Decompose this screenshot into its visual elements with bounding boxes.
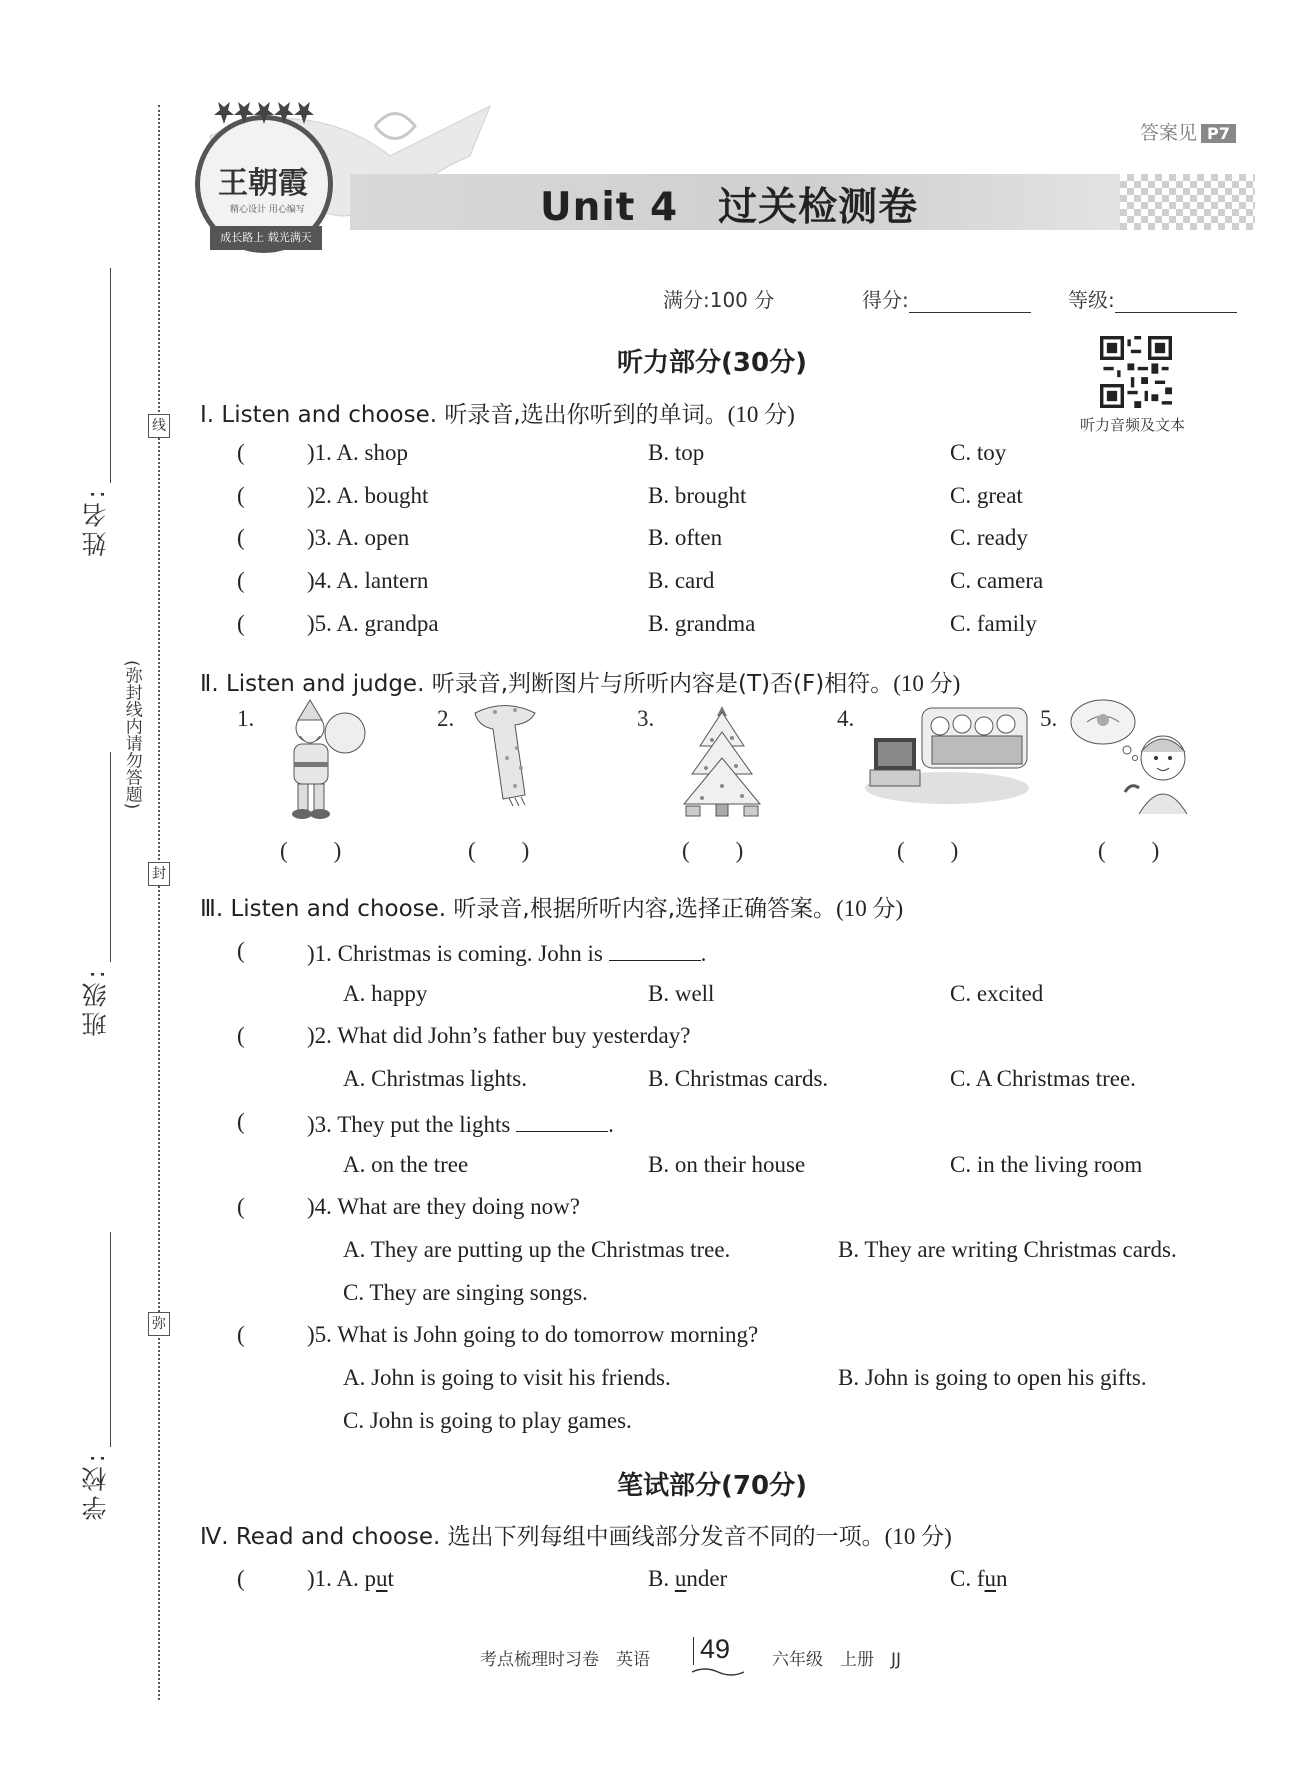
answer-paren[interactable]: ( (237, 568, 245, 593)
p1-q2-b: B. brought (648, 483, 747, 508)
part3-heading (200, 890, 903, 923)
part2-points: (10 分) (893, 671, 961, 696)
answer-paren[interactable]: ( (237, 1566, 245, 1591)
name-line (110, 268, 111, 483)
p3-q3-a: A. on the tree (343, 1152, 469, 1177)
judge-answer-paren[interactable]: ( ) (280, 838, 342, 863)
grade-label: 等级: (1068, 288, 1115, 312)
answer-paren[interactable]: ( (237, 1322, 245, 1347)
p1-q5-b: B. grandma (648, 611, 756, 636)
answer-paren[interactable]: ( (237, 938, 245, 963)
p1-q5-c: C. family (950, 611, 1037, 636)
p3-q1-a: A. happy (343, 981, 428, 1006)
p4-q1-a (307, 1566, 394, 1592)
p1-q4-c: C. camera (950, 568, 1044, 593)
logo-sub: 精心设计 用心编写 (230, 205, 305, 215)
judge-answer-paren[interactable]: ( ) (682, 838, 744, 863)
p3-q3-text: )3. They put the lights (307, 1112, 511, 1137)
person-thinking-picture (1065, 692, 1195, 817)
answer-paren[interactable]: ( (237, 525, 245, 550)
answer-ref-page: P7 (1201, 124, 1236, 143)
judge-answer-paren[interactable]: ( ) (468, 838, 530, 863)
answer-paren[interactable]: ( (237, 1109, 245, 1134)
p3-q1-b: B. well (648, 981, 715, 1006)
grade-field[interactable] (1068, 284, 1237, 313)
p3-q3-b: B. on their house (648, 1152, 806, 1177)
p1-q1-b: B. top (648, 440, 705, 465)
scarf-picture (465, 698, 555, 818)
answer-ref-label: 答案见 (1140, 122, 1198, 144)
seal-mark-xian: 线 (148, 414, 170, 438)
p1-q1: )1. A. shop (307, 440, 408, 465)
part1-points: (10 分) (727, 402, 795, 427)
p3-q5-b: B. John is going to open his gifts. (838, 1365, 1147, 1390)
p1-q2-c: C. great (950, 483, 1023, 508)
p4-q1-a-post: t (387, 1566, 394, 1591)
pic-number: 3. (637, 706, 655, 731)
page-number-bar (693, 1637, 694, 1665)
qr-caption: 听力音频及文本 (1080, 416, 1186, 434)
p1-q3-b: B. often (648, 525, 723, 550)
score-label: 得分: (862, 288, 909, 312)
answer-paren[interactable]: ( (237, 1023, 245, 1048)
pic-number: 5. (1040, 706, 1058, 731)
p3-q5-a: A. John is going to visit his friends. (343, 1365, 671, 1390)
full-score: 满分:100 分 (663, 288, 775, 312)
class-label: 班级: (81, 966, 110, 1037)
p1-q4-b: B. card (648, 568, 715, 593)
writing-section-title: 笔试部分(70分) (617, 1471, 807, 1501)
qr-code-icon[interactable] (1100, 336, 1172, 408)
part3-heading-text: Ⅲ. Listen and choose. 听录音,根据所听内容,选择正确答案。 (200, 896, 837, 922)
logo-name: 王朝霞 (218, 166, 308, 201)
name-label: 姓名: (81, 486, 110, 557)
p4-q1-c-pre: C. f (950, 1566, 985, 1591)
christmas-tree-picture (672, 698, 772, 823)
p3-q4-a: A. They are putting up the Christmas tree. (343, 1237, 731, 1262)
footer-left: 考点梳理时习卷 英语 (480, 1650, 650, 1670)
part1-heading (200, 396, 795, 429)
underlined-letter: u (984, 1566, 996, 1591)
santa-claus-picture (270, 698, 370, 823)
p4-q1-c (950, 1566, 1008, 1592)
page-title: Unit 4 过关检测卷 (540, 185, 919, 230)
class-line (110, 752, 111, 962)
p3-q2-b: B. Christmas cards. (648, 1066, 829, 1091)
answer-paren[interactable]: ( (237, 483, 245, 508)
answer-reference (1140, 118, 1236, 145)
score-field[interactable] (862, 284, 1031, 313)
p3-q2-a: A. Christmas lights. (343, 1066, 528, 1091)
binding-dotted-line (158, 105, 160, 1700)
judge-answer-paren[interactable]: ( ) (1098, 838, 1160, 863)
p1-q1-c: C. toy (950, 440, 1007, 465)
p1-q3-c: C. ready (950, 525, 1028, 550)
part4-heading-text: Ⅳ. Read and choose. 选出下列每组中画线部分发音不同的一项。 (200, 1524, 885, 1550)
p3-q4-c: C. They are singing songs. (343, 1280, 588, 1305)
p4-q1-b-pre: B. (648, 1566, 675, 1591)
pic-number: 4. (837, 706, 855, 731)
part1-heading-text: Ⅰ. Listen and choose. 听录音,选出你听到的单词。 (200, 402, 728, 428)
answer-paren[interactable]: ( (237, 1194, 245, 1219)
p3-q4: )4. What are they doing now? (307, 1194, 580, 1219)
p3-q3: )3. They put the lights . (307, 1109, 614, 1138)
p4-q1-c-post: n (996, 1566, 1008, 1591)
p4-q1-b-post: nder (686, 1566, 728, 1591)
page-number-underline (690, 1666, 746, 1676)
logo-motto: 成长路上 载光满天 (210, 226, 322, 250)
p3-q2-c: C. A Christmas tree. (950, 1066, 1136, 1091)
star-icon (214, 102, 314, 132)
part2-heading-text: Ⅱ. Listen and judge. 听录音,判断图片与所听内容是(T)否(F)相符。 (200, 671, 894, 697)
p1-q3: )3. A. open (307, 525, 410, 550)
judge-answer-paren[interactable]: ( ) (897, 838, 959, 863)
answer-paren[interactable]: ( (237, 611, 245, 636)
p3-q1: )1. Christmas is coming. John is . (307, 938, 706, 967)
score-blank[interactable] (909, 292, 1031, 313)
p3-q1-text: )1. Christmas is coming. John is (307, 941, 603, 966)
seal-mark-feng: 封 (148, 862, 170, 886)
p3-q5-c: C. John is going to play games. (343, 1408, 632, 1433)
p4-q1-b (648, 1566, 727, 1592)
p3-q5: )5. What is John going to do tomorrow morning? (307, 1322, 759, 1347)
pic-number: 1. (237, 706, 255, 731)
fill-blank[interactable] (609, 938, 701, 961)
banner-checker (1120, 174, 1255, 230)
p3-q4-b: B. They are writing Christmas cards. (838, 1237, 1177, 1262)
school-line (110, 1232, 111, 1447)
grade-blank[interactable] (1115, 292, 1237, 313)
fill-blank[interactable] (516, 1109, 608, 1132)
answer-paren[interactable]: ( (237, 440, 245, 465)
seal-mark-mi: 弥 (148, 1312, 170, 1336)
page-number: 49 (700, 1634, 731, 1664)
part4-points: (10 分) (884, 1524, 952, 1549)
school-label: 学校: (81, 1450, 110, 1521)
footer-right: 六年级 上册 JJ (772, 1650, 902, 1670)
p1-q2: )2. A. bought (307, 483, 429, 508)
p1-q5: )5. A. grandpa (307, 611, 439, 636)
part3-points: (10 分) (836, 896, 904, 921)
listening-section-title: 听力部分(30分) (617, 348, 807, 378)
p4-q1-a-pre: )1. A. p (307, 1566, 376, 1591)
pic-number: 2. (437, 706, 455, 731)
part4-heading (200, 1518, 952, 1551)
p3-q3-c: C. in the living room (950, 1152, 1143, 1177)
underlined-letter: u (376, 1566, 388, 1591)
p3-q1-c: C. excited (950, 981, 1044, 1006)
part2-heading (200, 665, 960, 698)
p3-q2: )2. What did John’s father buy yesterday? (307, 1023, 691, 1048)
underlined-letter: u (674, 1566, 687, 1591)
family-watching-tv-picture (862, 698, 1032, 808)
seal-note: (弥封线内请勿答题) (121, 660, 142, 810)
p1-q4: )4. A. lantern (307, 568, 429, 593)
